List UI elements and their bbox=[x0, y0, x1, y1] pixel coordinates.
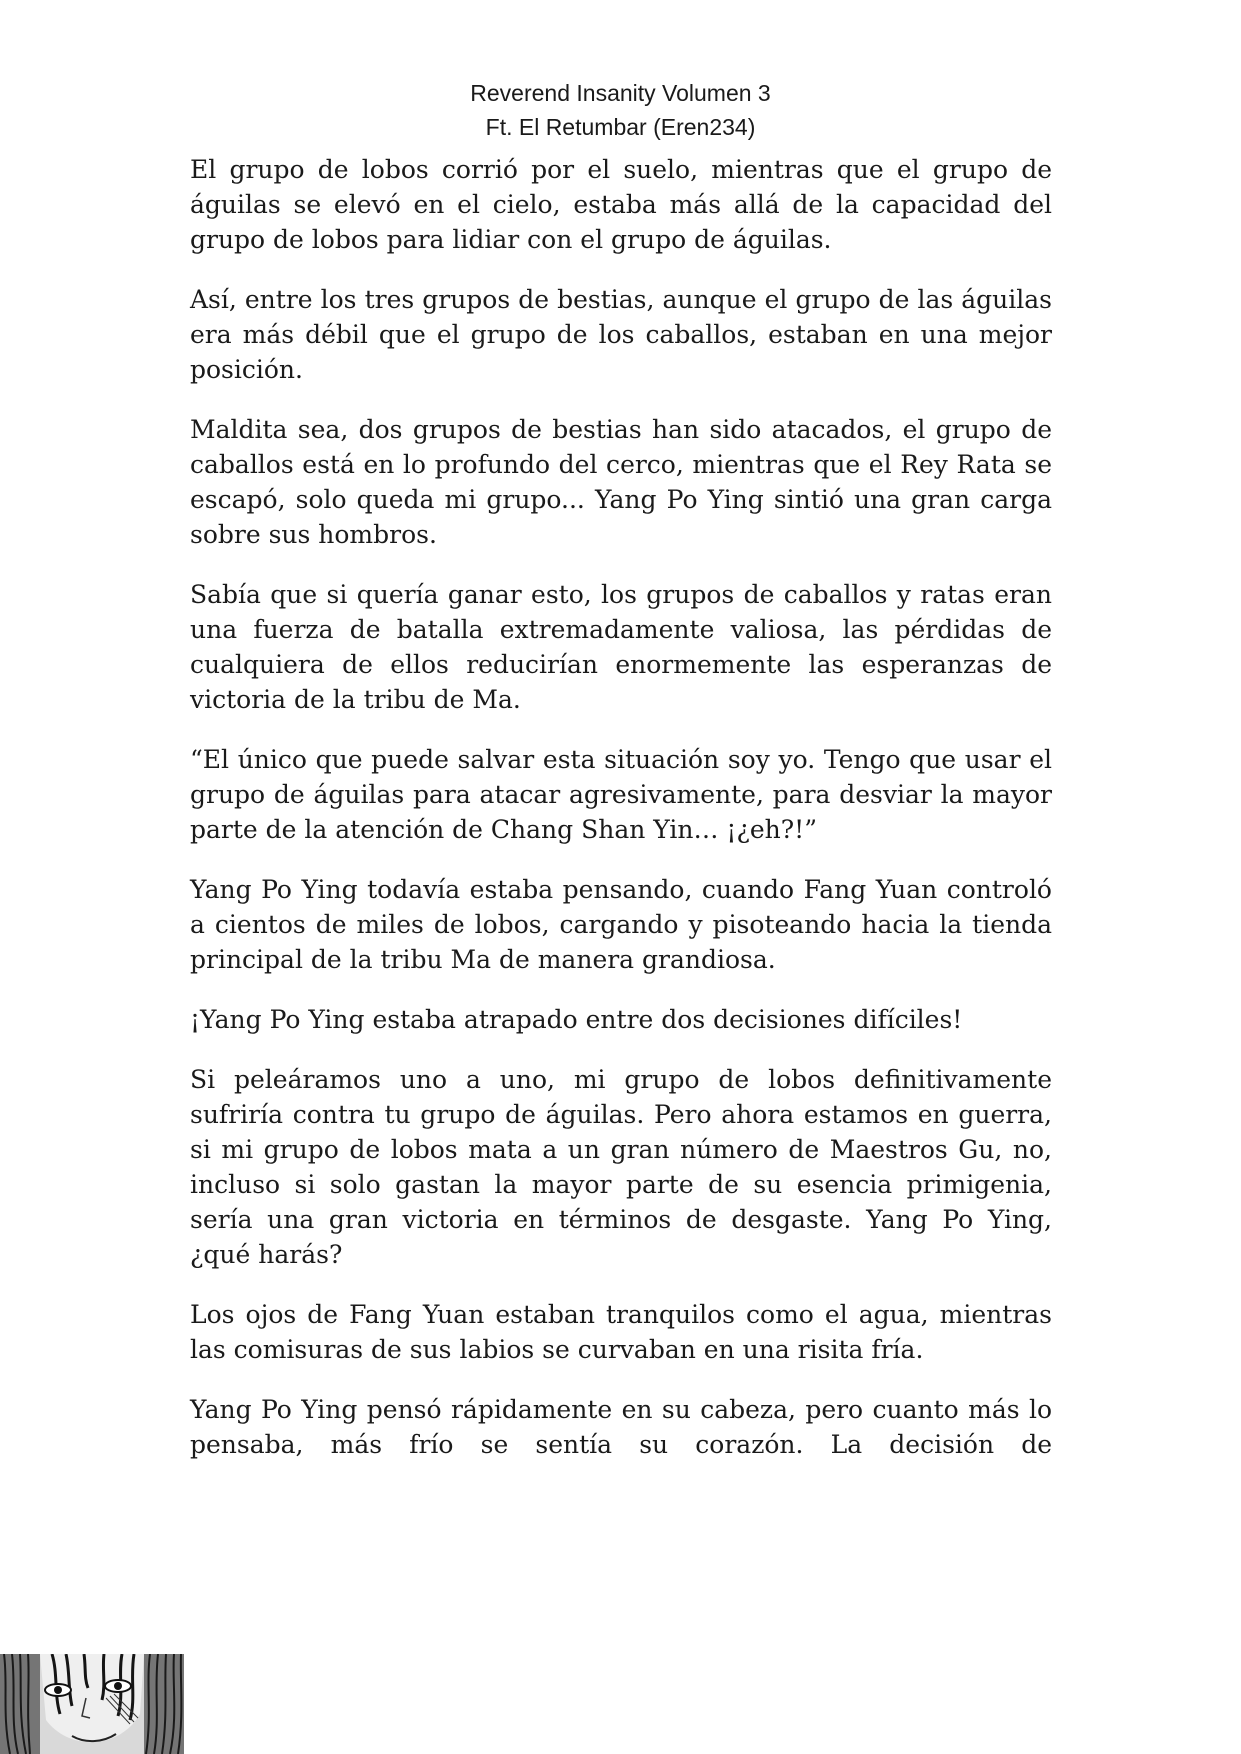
header-subtitle: Ft. El Retumbar (Eren234) bbox=[485, 114, 756, 140]
document-header bbox=[0, 76, 1241, 144]
manga-portrait-illustration bbox=[0, 1654, 184, 1754]
paragraph: Yang Po Ying pensó rápidamente en su cabeza, pero cuanto más lo pensaba, más frío se sentía su corazón. La decisión de bbox=[190, 1395, 1052, 1459]
paragraph: Sabía que si quería ganar esto, los grupos de caballos y ratas eran una fuerza de batalla extremadamente valiosa, las pérdidas de cualquiera de ellos reducirían enormemente las esperanzas de victoria de la tribu de Ma. bbox=[190, 580, 1052, 714]
paragraph: Maldita sea, dos grupos de bestias han sido atacados, el grupo de caballos está en lo profundo del cerco, mientras que el Rey Rata se escapó, solo queda mi grupo... Yang Po Ying sintió una gran carga sobre sus hombros. bbox=[190, 415, 1052, 549]
paragraph: ¡Yang Po Ying estaba atrapado entre dos decisiones difíciles! bbox=[190, 1005, 963, 1034]
paragraph: Así, entre los tres grupos de bestias, aunque el grupo de las águilas era más débil que el grupo de los caballos, estaban en una mejor posición. bbox=[190, 285, 1052, 384]
paragraph: Si peleáramos uno a uno, mi grupo de lobos definitivamente sufriría contra tu grupo de águilas. Pero ahora estamos en guerra, si mi grupo de lobos mata a un gran número de Maestros Gu, no, incluso si solo gastan la mayor parte de su esencia primigenia, sería una gran victoria en términos de desgaste. Yang Po Ying, ¿qué harás? bbox=[190, 1065, 1052, 1269]
document-body bbox=[190, 152, 1052, 1462]
header-title: Reverend Insanity Volumen 3 bbox=[470, 80, 771, 106]
paragraph: Los ojos de Fang Yuan estaban tranquilos como el agua, mientras las comisuras de sus labios se curvaban en una risita fría. bbox=[190, 1300, 1052, 1364]
paragraph: “El único que puede salvar esta situación soy yo. Tengo que usar el grupo de águilas para atacar agresivamente, para desviar la mayor parte de la atención de Chang Shan Yin… ¡¿eh?!” bbox=[190, 745, 1052, 844]
paragraph: El grupo de lobos corrió por el suelo, mientras que el grupo de águilas se elevó en el cielo, estaba más allá de la capacidad del grupo de lobos para lidiar con el grupo de águilas. bbox=[190, 155, 1052, 254]
paragraph: Yang Po Ying todavía estaba pensando, cuando Fang Yuan controló a cientos de miles de lobos, cargando y pisoteando hacia la tienda principal de la tribu Ma de manera grandiosa. bbox=[190, 875, 1052, 974]
